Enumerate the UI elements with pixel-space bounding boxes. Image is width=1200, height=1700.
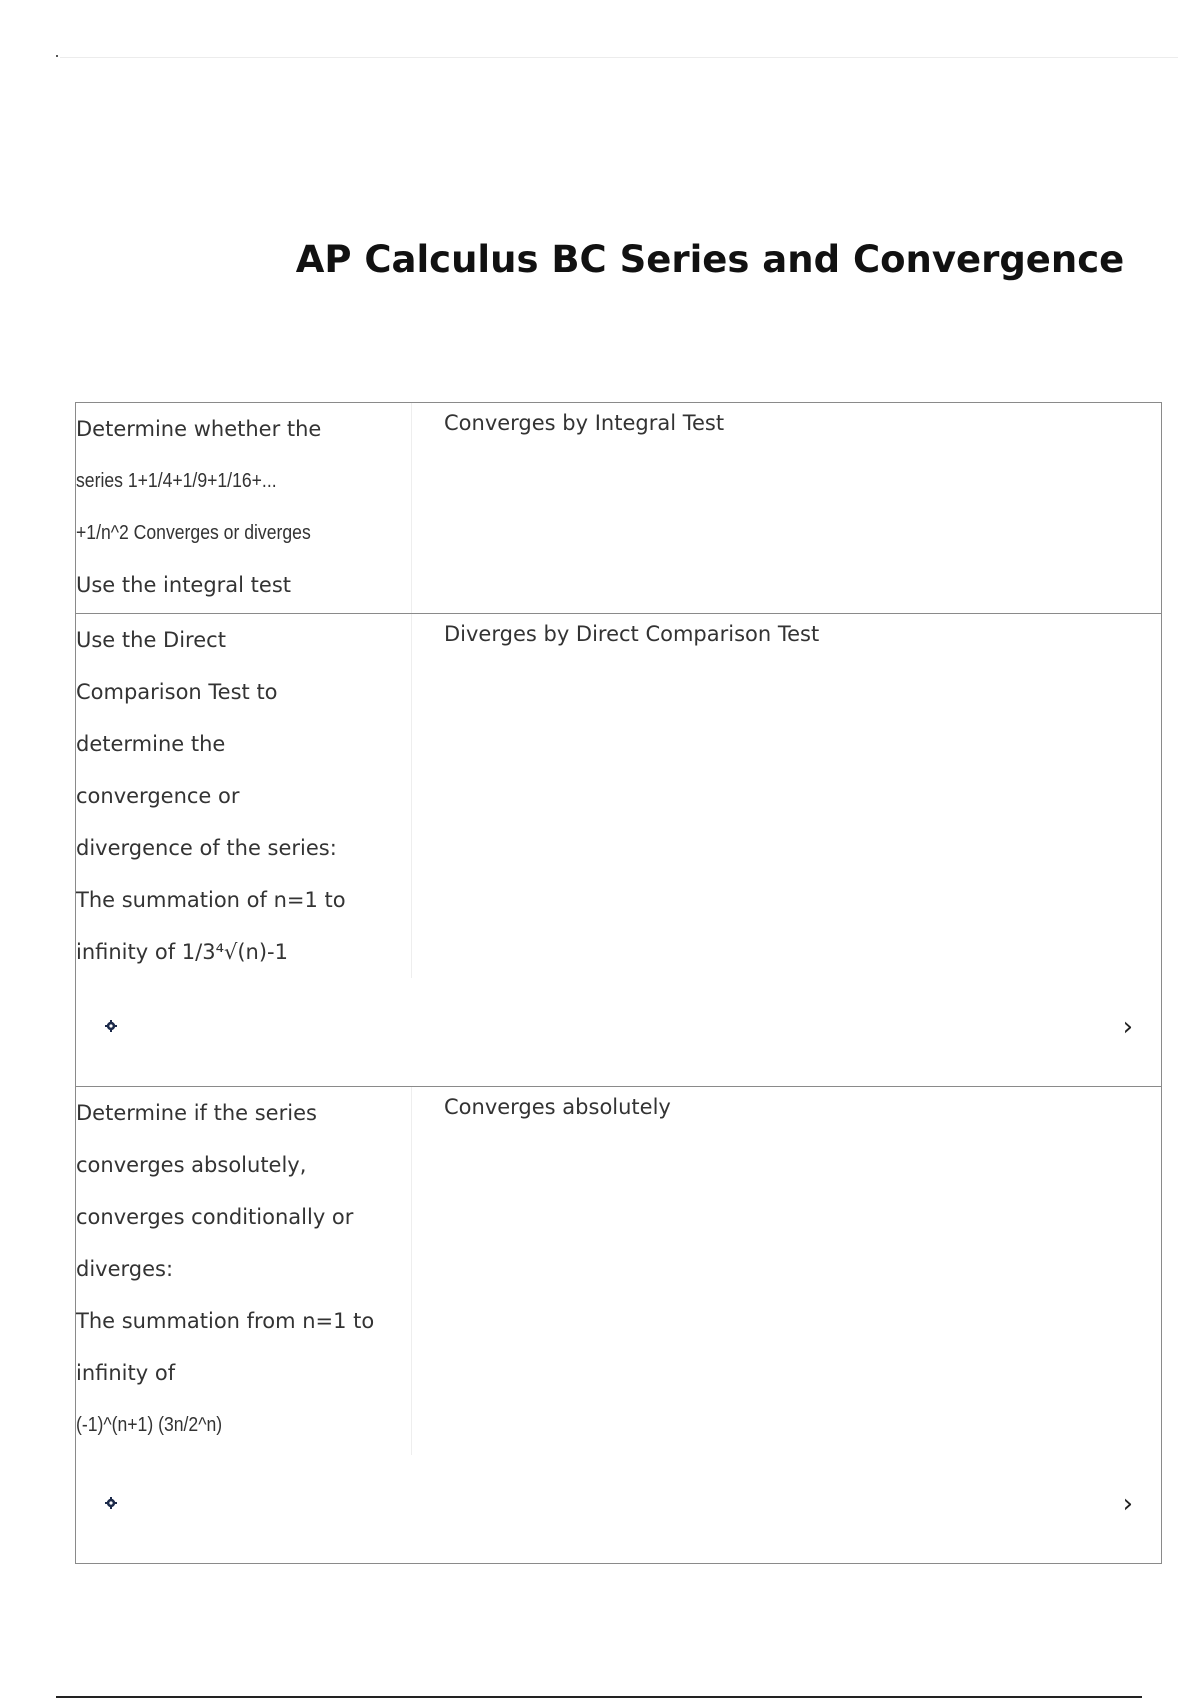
term-line: converges absolutely, <box>76 1153 307 1177</box>
term-line: convergence or <box>76 784 240 808</box>
chevron-right-icon[interactable]: › <box>1122 1489 1133 1519</box>
term-line: converges conditionally or <box>76 1205 354 1229</box>
term-line: Use the integral test <box>76 573 292 597</box>
flashcard <box>76 613 1161 1086</box>
card-footer <box>76 1455 1161 1563</box>
term-line: divergence of the series: <box>76 836 337 860</box>
term-line: infinity of <box>76 1361 176 1385</box>
card-definition: Diverges by Direct Comparison Test <box>444 622 820 646</box>
card-definition: Converges absolutely <box>444 1095 671 1119</box>
term-line: +1/n^2 Converges or diverges <box>76 522 311 544</box>
gear-icon[interactable] <box>105 1497 117 1509</box>
card-definition: Converges by Integral Test <box>444 411 725 435</box>
header-rule <box>60 57 1178 58</box>
page-title: AP Calculus BC Series and Convergence <box>295 238 1125 281</box>
term-line: (-1)^(n+1) (3n/2^n) <box>76 1414 223 1436</box>
term-line: Use the Direct <box>76 628 226 652</box>
term-line: infinity of 1/3⁴√(n)-1 <box>76 940 288 964</box>
flashcard-table <box>75 402 1162 1564</box>
card-term <box>76 1087 412 1455</box>
term-line: Determine if the series <box>76 1101 317 1125</box>
gear-icon[interactable] <box>105 1020 117 1032</box>
footer-rule <box>56 1696 1142 1698</box>
card-term <box>76 403 412 613</box>
term-line: Comparison Test to <box>76 680 278 704</box>
term-line: determine the <box>76 732 226 756</box>
card-term <box>76 614 412 978</box>
chevron-right-icon[interactable]: › <box>1122 1012 1133 1042</box>
header-dot <box>56 55 58 57</box>
flashcard <box>76 1086 1161 1563</box>
card-footer <box>76 978 1161 1086</box>
term-line: The summation of n=1 to <box>76 888 346 912</box>
term-line: series 1+1/4+1/9+1/16+... <box>76 470 277 492</box>
term-line: diverges: <box>76 1257 174 1281</box>
term-line: The summation from n=1 to <box>76 1309 375 1333</box>
term-line: Determine whether the <box>76 417 322 441</box>
flashcard <box>76 403 1161 613</box>
